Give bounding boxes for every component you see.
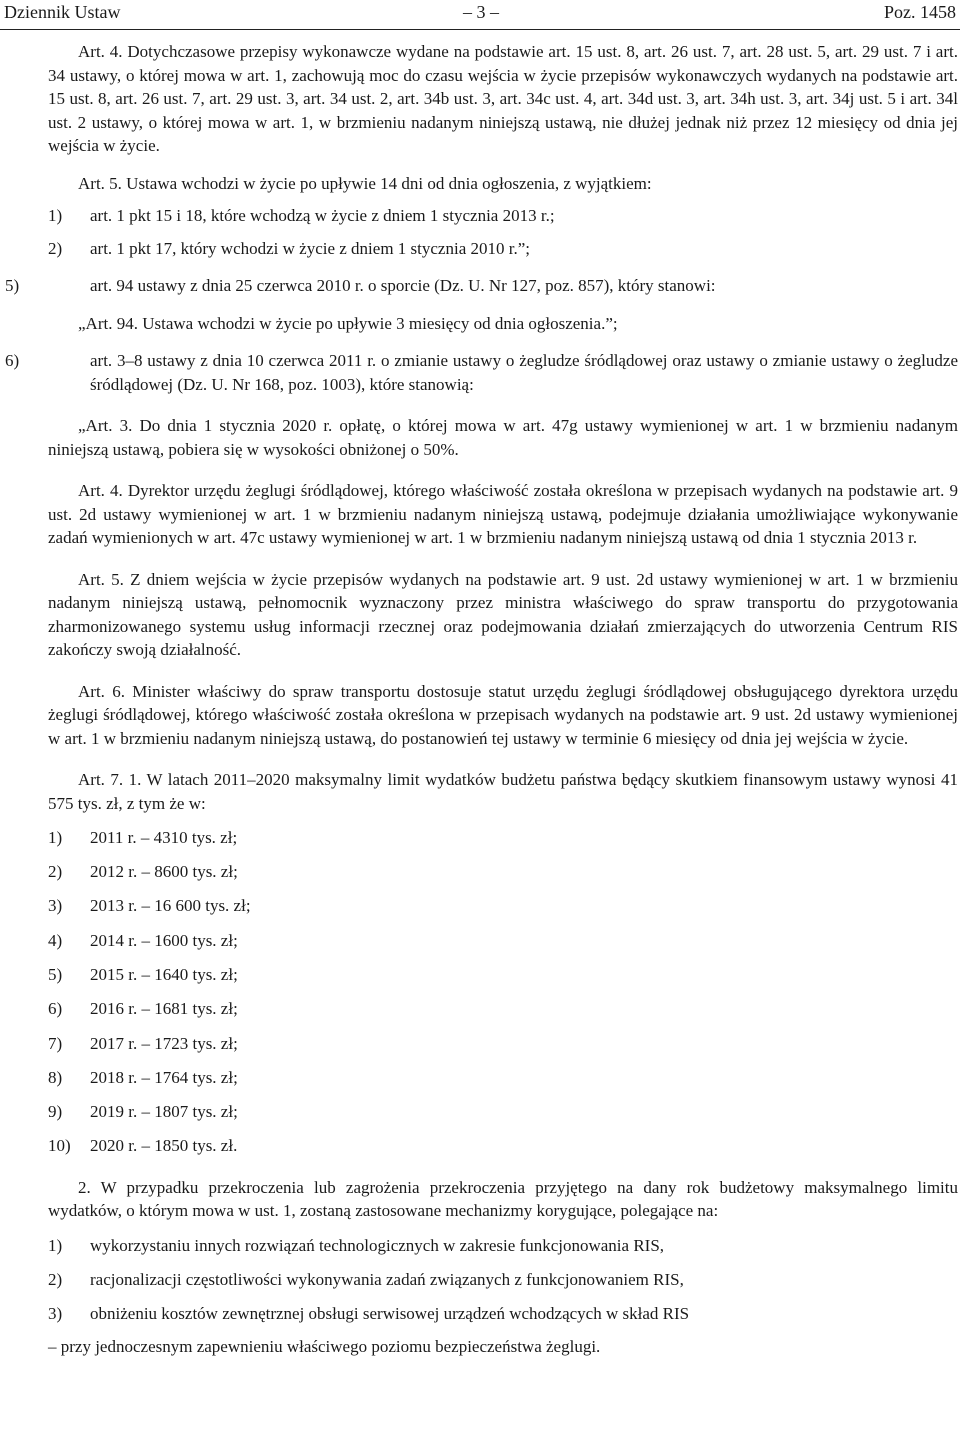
closing-line: – przy jednoczesnym zapewnieniu właściwego poziomu bezpieczeństwa żeglugi. — [48, 1336, 601, 1356]
amount-item — [48, 894, 958, 918]
quoted-art7-1: Art. 7. 1. W latach 2011–2020 maksymalny limit wydatków budżetu państwa będący skutkiem finansowym ustawy wynosi 41 575 tys. zł, z tym że w: — [48, 770, 958, 813]
item-number: 1) — [48, 206, 63, 225]
item-text: 2020 r. – 1850 tys. zł. — [90, 1136, 238, 1156]
item-text: 2014 r. – 1600 tys. zł; — [90, 930, 238, 950]
document-body — [5, 40, 958, 1358]
point-text: art. 94 ustawy z dnia 25 czerwca 2010 r. o sporcie (Dz. U. Nr 127, poz. 857), który stanowi: — [90, 276, 716, 295]
amount-item — [48, 1032, 958, 1056]
quoted-art3: „Art. 3. Do dnia 1 stycznia 2020 r. opłatę, o której mowa w art. 47g ustawy wymienionej w art. 1 w brzmieniu nadanym niniejszą ustawą, pobiera się w wysokości obniżonej o 50%. — [48, 416, 958, 459]
item-text: art. 1 pkt 17, który wchodzi w życie z dniem 1 stycznia 2010 r.”; — [90, 238, 530, 258]
item-number: 3) — [48, 896, 63, 916]
item-number: 1) — [48, 1235, 63, 1255]
amount-item — [48, 1100, 958, 1124]
art5-item — [48, 204, 958, 228]
page-number: – 3 – — [463, 2, 499, 22]
amounts-list — [48, 826, 958, 1158]
item-number: 8) — [48, 1067, 63, 1087]
amount-item — [48, 1134, 958, 1158]
item-number: 6) — [48, 999, 63, 1019]
art5-intro: Art. 5. Ustawa wchodzi w życie po upływie 14 dni od dnia ogłoszenia, z wyjątkiem: — [78, 173, 652, 193]
quoted-art4: Art. 4. Dyrektor urzędu żeglugi śródlądowej, którego właściwość została określona w przepisach wydanych na podstawie art. 9 ust. 2d ustawy wymienionej w art. 1 w brzmieniu nadanym niniejszą ustawą, podejmuje działania umożliwiające wykonywanie zadań wymienionych w art. 47c ustawy wymienionej w art. 1 w brzmieniu nadanym niniejszą ustawą od dnia 1 stycznia 2013 r. — [48, 481, 958, 547]
item-text: 2019 r. – 1807 tys. zł; — [90, 1102, 238, 1122]
amount-item — [48, 826, 958, 850]
item-text: art. 1 pkt 15 i 18, które wchodzą w życie z dniem 1 stycznia 2013 r.; — [90, 206, 555, 225]
header-rule — [0, 29, 960, 30]
point-number: 5) — [5, 276, 20, 295]
item-number: 2) — [48, 238, 63, 258]
quoted-art94: „Art. 94. Ustawa wchodzi w życie po upływie 3 miesięcy od dnia ogłoszenia.”; — [78, 313, 618, 333]
point-5 — [5, 274, 958, 298]
item-text: 2016 r. – 1681 tys. zł; — [90, 999, 238, 1019]
art5-item — [48, 237, 958, 261]
amount-item — [48, 860, 958, 884]
quoted-art7-2: 2. W przypadku przekroczenia lub zagrożenia przekroczenia przyjętego na dany rok budżetowy maksymalnego limitu wydatków, o którym mowa w ust. 1, zostaną zastosowane mechanizmy korygujące, polegające na: — [48, 1177, 958, 1221]
page-header — [0, 0, 960, 28]
item-text: obniżeniu kosztów zewnętrznej obsługi serwisowej urządzeń wchodzących w skład RIS — [90, 1304, 690, 1324]
art4-paragraph: Art. 4. Dotychczasowe przepisy wykonawcze wydane na podstawie art. 15 ust. 8, art. 26 ust. 7, art. 28 ust. 5, art. 29 ust. 7 i art. 34 ustawy, o której mowa w art. 1, zachowują moc do czasu wejścia w życie przepisów wykonawczych wydanych na podstawie art. 15 ust. 8, art. 26 ust. 7, art. 29 ust. 3, art. 34 ust. 2, art. 34b ust. 3, art. 34c ust. 4, art. 34d ust. 3, art. 34h ust. 3, art. 34j ust. 5 i art. 34l ust. 2 ustawy, o której mowa w art. 1, w brzmieniu nadanym niniejszą ustawą, nie dłużej jednak niż przez 12 miesięcy od dnia jej wejścia w życie. — [48, 42, 958, 155]
journal-title: Dziennik Ustaw — [4, 2, 121, 22]
item-text: 2015 r. – 1640 tys. zł; — [90, 964, 238, 984]
mechanisms-list — [48, 1234, 958, 1326]
quoted-art6: Art. 6. Minister właściwy do spraw transportu dostosuje statut urzędu żeglugi śródlądowej obsługującego dyrektora urzędu żeglugi śródlądowej, którego właściwość została określona w przepisach wydanych na podstawie art. 9 ust. 2d ustawy wymienionej w art. 1 w brzmieniu nadanym niniejszą ustawą, do postanowień tej ustawy w terminie 6 miesięcy od dnia jej wejścia w życie. — [48, 681, 958, 748]
point-6 — [5, 349, 958, 396]
amount-item — [48, 997, 958, 1021]
item-text: 2012 r. – 8600 tys. zł; — [90, 862, 238, 882]
item-number: 7) — [48, 1033, 63, 1053]
quoted-art5: Art. 5. Z dniem wejścia w życie przepisów wydanych na podstawie art. 9 ust. 2d ustawy wymienionej w art. 1 w brzmieniu nadanym niniejszą ustawą, pełnomocnik wyznaczony przez ministra właściwego do spraw transportu do przygotowania zharmonizowanego systemu usług informacji rzecznej oraz podejmowania działań zmierzających do utworzenia Centrum RIS zakończy swoją działalność. — [48, 569, 958, 659]
item-number: 2) — [48, 862, 63, 882]
item-text: 2017 r. – 1723 tys. zł; — [90, 1033, 238, 1053]
mechanism-item — [48, 1268, 958, 1292]
point-number: 6) — [5, 351, 20, 370]
item-number: 9) — [48, 1102, 63, 1122]
item-text: 2011 r. – 4310 tys. zł; — [90, 827, 238, 847]
item-number: 4) — [48, 930, 63, 950]
item-text: wykorzystaniu innych rozwiązań technologicznych w zakresie funkcjonowania RIS, — [90, 1235, 665, 1255]
mechanism-item — [48, 1234, 958, 1258]
amount-item — [48, 929, 958, 953]
item-number: 3) — [48, 1304, 63, 1324]
item-number: 1) — [48, 827, 63, 847]
item-number: 5) — [48, 964, 63, 984]
amount-item — [48, 963, 958, 987]
point-text: art. 3–8 ustawy z dnia 10 czerwca 2011 r. o zmianie ustawy o żegludze śródlądowej oraz ustawy o zmianie ustawy o żegludze śródlądowej (Dz. U. Nr 168, poz. 1003), które stanowią: — [90, 351, 958, 394]
item-text: 2018 r. – 1764 tys. zł; — [90, 1067, 238, 1087]
item-number: 10) — [48, 1136, 71, 1156]
position-number: Poz. 1458 — [884, 2, 956, 22]
item-text: 2013 r. – 16 600 tys. zł; — [90, 896, 251, 916]
mechanism-item — [48, 1302, 958, 1326]
item-number: 2) — [48, 1270, 63, 1290]
item-text: racjonalizacji częstotliwości wykonywania zadań związanych z funkcjonowaniem RIS, — [90, 1270, 684, 1290]
amount-item — [48, 1066, 958, 1090]
